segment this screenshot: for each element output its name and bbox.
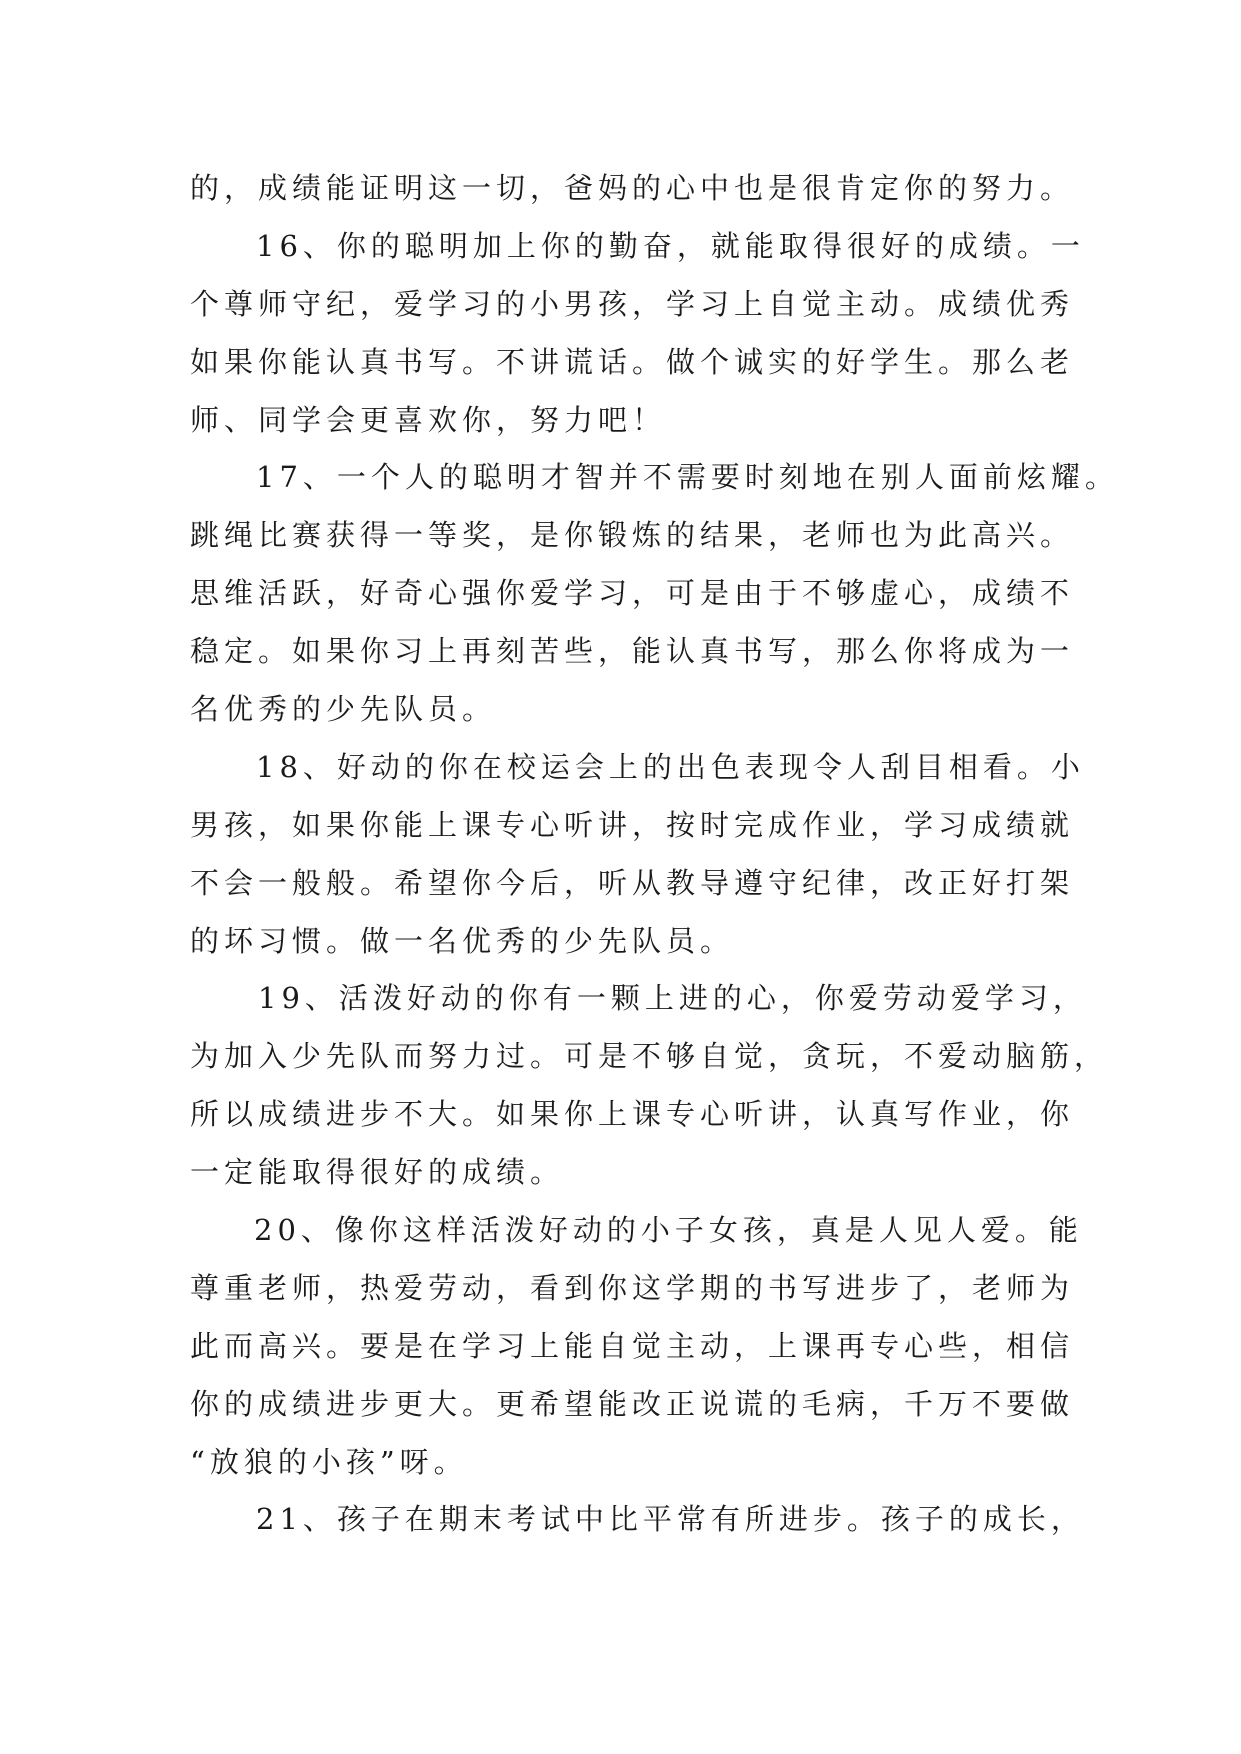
paragraph-17-start: 17、一个人的聪明才智并不需要时刻地在别人面前炫耀。 <box>256 460 1119 495</box>
paragraph-16-start: 16、你的聪明加上你的勤奋，就能取得很好的成绩。一 <box>256 228 1085 263</box>
text-line: “放狼的小孩”呀。 <box>190 1444 468 1479</box>
document-body <box>190 160 1119 1549</box>
paragraph-19-start: 19、活泼好动的你有一颗上进的心，你爱劳动爱学习， <box>258 981 1087 1016</box>
text-line: 名优秀的少先队员。 <box>190 692 497 727</box>
text-line: 跳绳比赛获得一等奖，是你锻炼的结果，老师也为此高兴。 <box>190 518 1075 553</box>
paragraph-21-start: 21、孩子在期末考试中比平常有所进步。孩子的成长， <box>256 1502 1085 1537</box>
text-line: 为加入少先队而努力过。可是不够自觉，贪玩，不爱动脑筋， <box>190 1039 1109 1074</box>
text-line: 男孩，如果你能上课专心听讲，按时完成作业，学习成绩就 <box>190 807 1075 842</box>
text-line: 师、同学会更喜欢你，努力吧！ <box>190 402 667 437</box>
text-line: 个尊师守纪，爱学习的小男孩，学习上自觉主动。成绩优秀 <box>190 286 1075 321</box>
text-line: 稳定。如果你习上再刻苦些，能认真书写，那么你将成为一 <box>190 634 1075 669</box>
text-line: 不会一般般。希望你今后，听从教导遵守纪律，改正好打架 <box>190 865 1075 900</box>
paragraph-18-start: 18、好动的你在校运会上的出色表现令人刮目相看。小 <box>256 749 1085 784</box>
text-line: 你的成绩进步更大。更希望能改正说谎的毛病，千万不要做 <box>190 1386 1075 1421</box>
text-line: 的，成绩能证明这一切，爸妈的心中也是很肯定你的努力。 <box>190 171 1075 205</box>
text-line: 此而高兴。要是在学习上能自觉主动，上课再专心些，相信 <box>190 1328 1075 1363</box>
text-line: 所以成绩进步不大。如果你上课专心听讲，认真写作业，你 <box>190 1097 1075 1132</box>
text-line: 的坏习惯。做一名优秀的少先队员。 <box>190 923 735 958</box>
text-line: 一定能取得很好的成绩。 <box>190 1155 565 1190</box>
text-line: 尊重老师，热爱劳动，看到你这学期的书写进步了，老师为 <box>190 1270 1075 1305</box>
text-line: 如果你能认真书写。不讲谎话。做个诚实的好学生。那么老 <box>190 344 1075 379</box>
text-line: 思维活跃，好奇心强你爱学习，可是由于不够虚心，成绩不 <box>190 576 1075 611</box>
paragraph-20-start: 20、像你这样活泼好动的小子女孩，真是人见人爱。能 <box>254 1213 1083 1248</box>
